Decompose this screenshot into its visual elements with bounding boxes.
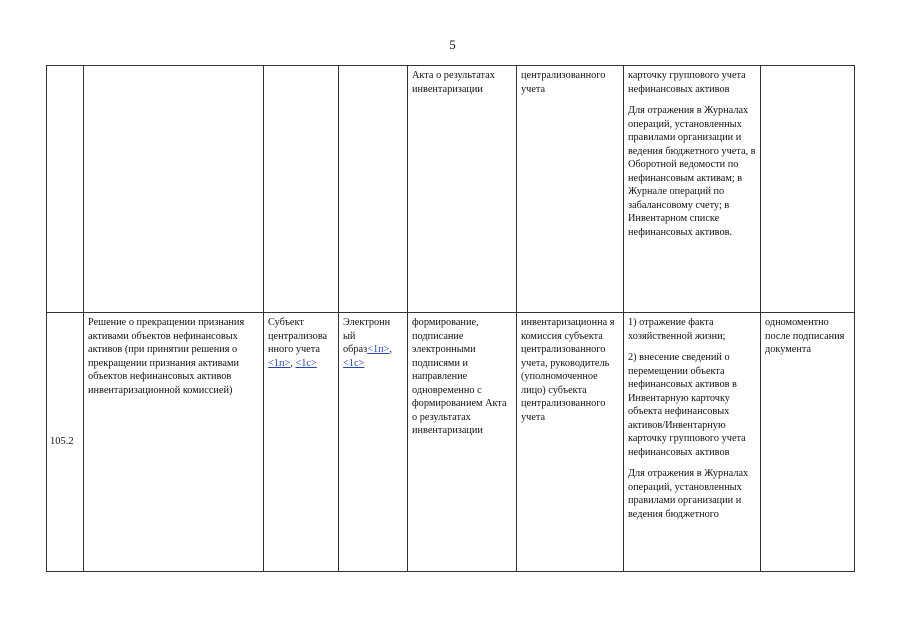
cell-number: 105.2 (47, 313, 84, 572)
footnote-link-1p[interactable]: <1п> (367, 344, 390, 355)
reflection-text-part1: карточку группового учета нефинансовых активов (628, 70, 746, 95)
cell-reflection (624, 66, 761, 313)
reflection-text-part2: Для отражения в Журналах операций, установленных правилами организации и ведения бюджетного учета, в Оборотной ведомости по нефинансовым активам; в Журнале операций по забалансовому счету; в Инвентарном списке нефинансовых активов. (628, 105, 756, 238)
cell-form (339, 313, 408, 572)
reflection-item-2: 2) внесение сведений о перемещении объекта нефинансовых активов в Инвентарную карточку объекта нефинансовых активов/Инвентарную карточку группового учета нефинансовых активов (628, 352, 746, 458)
cell-number (47, 66, 84, 313)
footnote-link-1s[interactable]: <1с> (295, 357, 317, 369)
footnote-link-1p[interactable]: <1п> (268, 357, 291, 369)
reflection-item-1: 1) отражение факта хозяйственной жизни; (628, 317, 726, 342)
table-row-105-2 (47, 313, 855, 572)
cell-reflection (624, 313, 761, 572)
cell-name (84, 66, 264, 313)
cell-deadline: одномоментно после подписания документа (761, 313, 855, 572)
cell-subject (264, 313, 339, 572)
link-separator: , (389, 344, 393, 355)
reflection-item-3: Для отражения в Журналах операций, установленных правилами организации и ведения бюджетного (628, 468, 749, 520)
form-text: Электронн ый образ (343, 317, 391, 355)
cell-responsible: инвентаризационна я комиссия субъекта централизованного учета, руководитель (уполномоченное лицо) субъекта централизованного учета (517, 313, 624, 572)
cell-procedure: Акта о результатах инвентаризации (408, 66, 517, 313)
cell-procedure: формирование, подписание электронными подписями и направление одновременно с формированием Акта о результатах инвентаризации (408, 313, 517, 572)
footnote-link-1s[interactable]: <1с> (343, 357, 365, 369)
table-row-continued (47, 66, 855, 313)
cell-form (339, 66, 408, 313)
cell-responsible: централизованного учета (517, 66, 624, 313)
cell-subject (264, 66, 339, 313)
cell-deadline (761, 66, 855, 313)
register-table (46, 65, 855, 572)
link-separator: , (290, 357, 296, 369)
cell-name: Решение о прекращении признания активами объектов нефинансовых активов (при принятии решения о прекращении признания активами объектов нефинансовых активов инвентаризационной комиссией) (84, 313, 264, 572)
page-number: 5 (449, 37, 456, 52)
subject-text: Субъект централизова нного учета (268, 317, 328, 355)
